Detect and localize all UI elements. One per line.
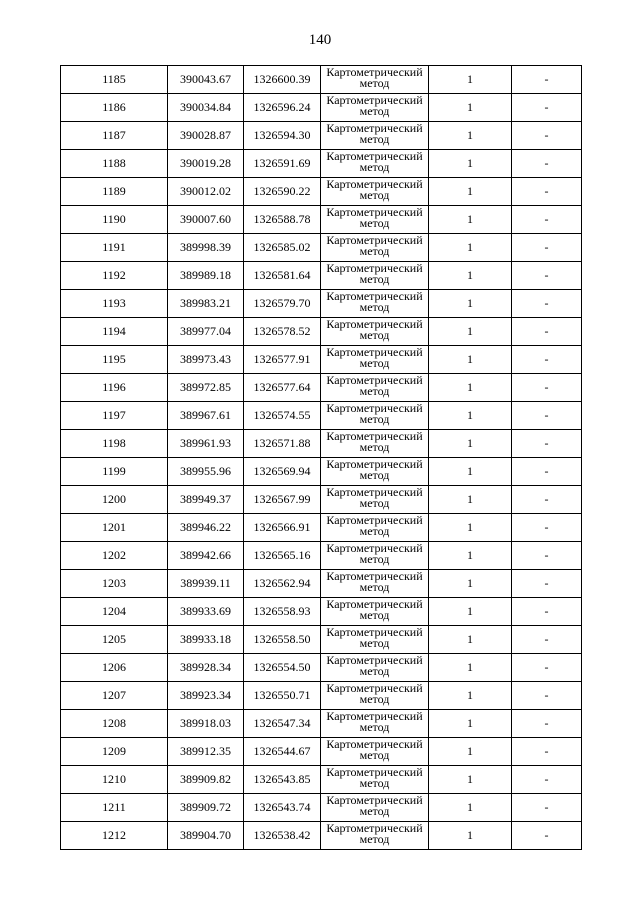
- method-line-2: метод: [359, 608, 390, 622]
- method-line-1: Картометрический: [326, 457, 423, 471]
- method-cell: [321, 654, 429, 682]
- method-line-2: метод: [359, 440, 390, 454]
- method-line-2: метод: [359, 188, 390, 202]
- method-cell: [321, 66, 429, 94]
- table-row: [61, 598, 582, 626]
- accuracy-cell: 1: [429, 542, 512, 570]
- x-coordinate-cell: 390012.02: [168, 178, 244, 206]
- description-cell: -: [512, 374, 582, 402]
- point-number-cell: 1209: [61, 738, 168, 766]
- y-coordinate-cell: 1326578.52: [244, 318, 321, 346]
- method-line-2: метод: [359, 216, 390, 230]
- table-row: [61, 346, 582, 374]
- method-line-2: метод: [359, 496, 390, 510]
- x-coordinate-cell: 389949.37: [168, 486, 244, 514]
- method-line-2: метод: [359, 356, 390, 370]
- description-cell: -: [512, 738, 582, 766]
- method-cell: [321, 486, 429, 514]
- method-line-2: метод: [359, 664, 390, 678]
- y-coordinate-cell: 1326581.64: [244, 262, 321, 290]
- method-line-1: Картометрический: [326, 793, 423, 807]
- table-row: [61, 402, 582, 430]
- table-row: [61, 122, 582, 150]
- x-coordinate-cell: 389923.34: [168, 682, 244, 710]
- method-line-1: Картометрический: [326, 401, 423, 415]
- method-line-2: метод: [359, 384, 390, 398]
- table-row: [61, 570, 582, 598]
- y-coordinate-cell: 1326543.85: [244, 766, 321, 794]
- x-coordinate-cell: 389939.11: [168, 570, 244, 598]
- method-cell: [321, 626, 429, 654]
- table-row: [61, 150, 582, 178]
- method-line-2: метод: [359, 524, 390, 538]
- table-row: [61, 766, 582, 794]
- table-row: [61, 66, 582, 94]
- method-line-1: Картометрический: [326, 65, 423, 79]
- description-cell: -: [512, 766, 582, 794]
- method-line-1: Картометрический: [326, 93, 423, 107]
- y-coordinate-cell: 1326558.93: [244, 598, 321, 626]
- description-cell: -: [512, 346, 582, 374]
- table-row: [61, 654, 582, 682]
- y-coordinate-cell: 1326591.69: [244, 150, 321, 178]
- point-number-cell: 1198: [61, 430, 168, 458]
- x-coordinate-cell: 389967.61: [168, 402, 244, 430]
- method-line-2: метод: [359, 132, 390, 146]
- point-number-cell: 1211: [61, 794, 168, 822]
- method-cell: [321, 290, 429, 318]
- description-cell: -: [512, 682, 582, 710]
- description-cell: -: [512, 598, 582, 626]
- y-coordinate-cell: 1326569.94: [244, 458, 321, 486]
- accuracy-cell: 1: [429, 122, 512, 150]
- point-number-cell: 1193: [61, 290, 168, 318]
- x-coordinate-cell: 390034.84: [168, 94, 244, 122]
- point-number-cell: 1202: [61, 542, 168, 570]
- method-line-2: метод: [359, 720, 390, 734]
- method-line-2: метод: [359, 804, 390, 818]
- description-cell: -: [512, 542, 582, 570]
- point-number-cell: 1190: [61, 206, 168, 234]
- method-cell: [321, 570, 429, 598]
- x-coordinate-cell: 389972.85: [168, 374, 244, 402]
- point-number-cell: 1212: [61, 822, 168, 850]
- accuracy-cell: 1: [429, 654, 512, 682]
- point-number-cell: 1192: [61, 262, 168, 290]
- method-cell: [321, 514, 429, 542]
- method-line-1: Картометрический: [326, 121, 423, 135]
- y-coordinate-cell: 1326579.70: [244, 290, 321, 318]
- point-number-cell: 1188: [61, 150, 168, 178]
- point-number-cell: 1200: [61, 486, 168, 514]
- x-coordinate-cell: 390043.67: [168, 66, 244, 94]
- method-line-1: Картометрический: [326, 205, 423, 219]
- table-row: [61, 514, 582, 542]
- method-cell: [321, 318, 429, 346]
- accuracy-cell: 1: [429, 598, 512, 626]
- table-row: [61, 738, 582, 766]
- description-cell: -: [512, 94, 582, 122]
- method-line-1: Картометрический: [326, 317, 423, 331]
- accuracy-cell: 1: [429, 346, 512, 374]
- accuracy-cell: 1: [429, 178, 512, 206]
- x-coordinate-cell: 390019.28: [168, 150, 244, 178]
- point-number-cell: 1187: [61, 122, 168, 150]
- x-coordinate-cell: 389973.43: [168, 346, 244, 374]
- method-line-1: Картометрический: [326, 765, 423, 779]
- accuracy-cell: 1: [429, 290, 512, 318]
- description-cell: -: [512, 514, 582, 542]
- table-row: [61, 374, 582, 402]
- method-line-2: метод: [359, 272, 390, 286]
- method-line-2: метод: [359, 412, 390, 426]
- y-coordinate-cell: 1326590.22: [244, 178, 321, 206]
- method-line-2: метод: [359, 300, 390, 314]
- accuracy-cell: 1: [429, 822, 512, 850]
- method-line-1: Картометрический: [326, 373, 423, 387]
- description-cell: -: [512, 318, 582, 346]
- method-line-2: метод: [359, 76, 390, 90]
- description-cell: -: [512, 486, 582, 514]
- point-number-cell: 1191: [61, 234, 168, 262]
- table-row: [61, 542, 582, 570]
- accuracy-cell: 1: [429, 94, 512, 122]
- point-number-cell: 1196: [61, 374, 168, 402]
- description-cell: -: [512, 710, 582, 738]
- y-coordinate-cell: 1326566.91: [244, 514, 321, 542]
- y-coordinate-cell: 1326547.34: [244, 710, 321, 738]
- accuracy-cell: 1: [429, 738, 512, 766]
- method-line-1: Картометрический: [326, 653, 423, 667]
- x-coordinate-cell: 389977.04: [168, 318, 244, 346]
- table-row: [61, 206, 582, 234]
- accuracy-cell: 1: [429, 150, 512, 178]
- accuracy-cell: 1: [429, 402, 512, 430]
- description-cell: -: [512, 66, 582, 94]
- point-number-cell: 1207: [61, 682, 168, 710]
- accuracy-cell: 1: [429, 766, 512, 794]
- y-coordinate-cell: 1326550.71: [244, 682, 321, 710]
- x-coordinate-cell: 389946.22: [168, 514, 244, 542]
- method-line-1: Картометрический: [326, 569, 423, 583]
- method-cell: [321, 794, 429, 822]
- method-line-2: метод: [359, 748, 390, 762]
- point-number-cell: 1189: [61, 178, 168, 206]
- y-coordinate-cell: 1326577.64: [244, 374, 321, 402]
- y-coordinate-cell: 1326558.50: [244, 626, 321, 654]
- method-line-2: метод: [359, 244, 390, 258]
- method-line-1: Картометрический: [326, 709, 423, 723]
- table-row: [61, 458, 582, 486]
- y-coordinate-cell: 1326600.39: [244, 66, 321, 94]
- point-number-cell: 1205: [61, 626, 168, 654]
- method-line-2: метод: [359, 552, 390, 566]
- point-number-cell: 1204: [61, 598, 168, 626]
- accuracy-cell: 1: [429, 514, 512, 542]
- y-coordinate-cell: 1326594.30: [244, 122, 321, 150]
- point-number-cell: 1199: [61, 458, 168, 486]
- method-line-2: метод: [359, 832, 390, 846]
- y-coordinate-cell: 1326567.99: [244, 486, 321, 514]
- description-cell: -: [512, 458, 582, 486]
- table-row: [61, 430, 582, 458]
- method-cell: [321, 458, 429, 486]
- method-cell: [321, 122, 429, 150]
- accuracy-cell: 1: [429, 682, 512, 710]
- x-coordinate-cell: 389912.35: [168, 738, 244, 766]
- x-coordinate-cell: 389998.39: [168, 234, 244, 262]
- accuracy-cell: 1: [429, 318, 512, 346]
- y-coordinate-cell: 1326571.88: [244, 430, 321, 458]
- method-line-1: Картометрический: [326, 289, 423, 303]
- description-cell: -: [512, 234, 582, 262]
- point-number-cell: 1186: [61, 94, 168, 122]
- point-number-cell: 1203: [61, 570, 168, 598]
- table-row: [61, 234, 582, 262]
- x-coordinate-cell: 389928.34: [168, 654, 244, 682]
- accuracy-cell: 1: [429, 458, 512, 486]
- description-cell: -: [512, 654, 582, 682]
- description-cell: -: [512, 570, 582, 598]
- method-line-2: метод: [359, 692, 390, 706]
- y-coordinate-cell: 1326565.16: [244, 542, 321, 570]
- y-coordinate-cell: 1326596.24: [244, 94, 321, 122]
- description-cell: -: [512, 626, 582, 654]
- point-number-cell: 1206: [61, 654, 168, 682]
- description-cell: -: [512, 206, 582, 234]
- x-coordinate-cell: 389909.82: [168, 766, 244, 794]
- coordinates-table: [60, 65, 582, 850]
- method-cell: [321, 178, 429, 206]
- method-cell: [321, 710, 429, 738]
- y-coordinate-cell: 1326544.67: [244, 738, 321, 766]
- x-coordinate-cell: 389942.66: [168, 542, 244, 570]
- x-coordinate-cell: 390028.87: [168, 122, 244, 150]
- method-cell: [321, 94, 429, 122]
- table-row: [61, 262, 582, 290]
- table-row: [61, 794, 582, 822]
- method-cell: [321, 738, 429, 766]
- method-cell: [321, 150, 429, 178]
- method-line-1: Картометрический: [326, 625, 423, 639]
- description-cell: -: [512, 290, 582, 318]
- y-coordinate-cell: 1326538.42: [244, 822, 321, 850]
- accuracy-cell: 1: [429, 234, 512, 262]
- page-number: 140: [308, 32, 332, 48]
- method-cell: [321, 430, 429, 458]
- x-coordinate-cell: 389983.21: [168, 290, 244, 318]
- method-line-2: метод: [359, 160, 390, 174]
- x-coordinate-cell: 389918.03: [168, 710, 244, 738]
- method-line-1: Картометрический: [326, 681, 423, 695]
- method-line-1: Картометрический: [326, 177, 423, 191]
- accuracy-cell: 1: [429, 430, 512, 458]
- method-cell: [321, 374, 429, 402]
- method-cell: [321, 262, 429, 290]
- accuracy-cell: 1: [429, 262, 512, 290]
- description-cell: -: [512, 262, 582, 290]
- accuracy-cell: 1: [429, 570, 512, 598]
- method-line-1: Картометрический: [326, 597, 423, 611]
- method-line-1: Картометрический: [326, 345, 423, 359]
- method-line-2: метод: [359, 328, 390, 342]
- method-line-1: Картометрический: [326, 149, 423, 163]
- method-cell: [321, 766, 429, 794]
- y-coordinate-cell: 1326585.02: [244, 234, 321, 262]
- description-cell: -: [512, 150, 582, 178]
- x-coordinate-cell: 389904.70: [168, 822, 244, 850]
- description-cell: -: [512, 822, 582, 850]
- accuracy-cell: 1: [429, 206, 512, 234]
- y-coordinate-cell: 1326554.50: [244, 654, 321, 682]
- y-coordinate-cell: 1326562.94: [244, 570, 321, 598]
- table-row: [61, 710, 582, 738]
- description-cell: -: [512, 430, 582, 458]
- description-cell: -: [512, 122, 582, 150]
- method-cell: [321, 346, 429, 374]
- method-cell: [321, 402, 429, 430]
- description-cell: -: [512, 402, 582, 430]
- point-number-cell: 1194: [61, 318, 168, 346]
- table-row: [61, 178, 582, 206]
- table-row: [61, 94, 582, 122]
- x-coordinate-cell: 389933.69: [168, 598, 244, 626]
- method-cell: [321, 822, 429, 850]
- x-coordinate-cell: 389989.18: [168, 262, 244, 290]
- method-cell: [321, 598, 429, 626]
- accuracy-cell: 1: [429, 794, 512, 822]
- table-row: [61, 626, 582, 654]
- method-cell: [321, 682, 429, 710]
- y-coordinate-cell: 1326588.78: [244, 206, 321, 234]
- method-line-2: метод: [359, 636, 390, 650]
- point-number-cell: 1201: [61, 514, 168, 542]
- method-line-1: Картометрический: [326, 513, 423, 527]
- method-cell: [321, 234, 429, 262]
- method-line-2: метод: [359, 104, 390, 118]
- table-row: [61, 318, 582, 346]
- accuracy-cell: 1: [429, 374, 512, 402]
- x-coordinate-cell: 390007.60: [168, 206, 244, 234]
- method-line-1: Картометрический: [326, 261, 423, 275]
- x-coordinate-cell: 389961.93: [168, 430, 244, 458]
- table-row: [61, 486, 582, 514]
- table-row: [61, 822, 582, 850]
- y-coordinate-cell: 1326543.74: [244, 794, 321, 822]
- y-coordinate-cell: 1326577.91: [244, 346, 321, 374]
- method-line-2: метод: [359, 580, 390, 594]
- x-coordinate-cell: 389933.18: [168, 626, 244, 654]
- method-line-1: Картометрический: [326, 821, 423, 835]
- point-number-cell: 1210: [61, 766, 168, 794]
- point-number-cell: 1195: [61, 346, 168, 374]
- method-line-1: Картометрический: [326, 485, 423, 499]
- x-coordinate-cell: 389909.72: [168, 794, 244, 822]
- accuracy-cell: 1: [429, 486, 512, 514]
- table-row: [61, 290, 582, 318]
- y-coordinate-cell: 1326574.55: [244, 402, 321, 430]
- method-line-1: Картометрический: [326, 541, 423, 555]
- method-line-2: метод: [359, 776, 390, 790]
- accuracy-cell: 1: [429, 66, 512, 94]
- description-cell: -: [512, 178, 582, 206]
- method-line-2: метод: [359, 468, 390, 482]
- accuracy-cell: 1: [429, 626, 512, 654]
- method-cell: [321, 542, 429, 570]
- method-cell: [321, 206, 429, 234]
- point-number-cell: 1185: [61, 66, 168, 94]
- point-number-cell: 1197: [61, 402, 168, 430]
- x-coordinate-cell: 389955.96: [168, 458, 244, 486]
- accuracy-cell: 1: [429, 710, 512, 738]
- table-row: [61, 682, 582, 710]
- method-line-1: Картометрический: [326, 233, 423, 247]
- method-line-1: Картометрический: [326, 429, 423, 443]
- method-line-1: Картометрический: [326, 737, 423, 751]
- point-number-cell: 1208: [61, 710, 168, 738]
- description-cell: -: [512, 794, 582, 822]
